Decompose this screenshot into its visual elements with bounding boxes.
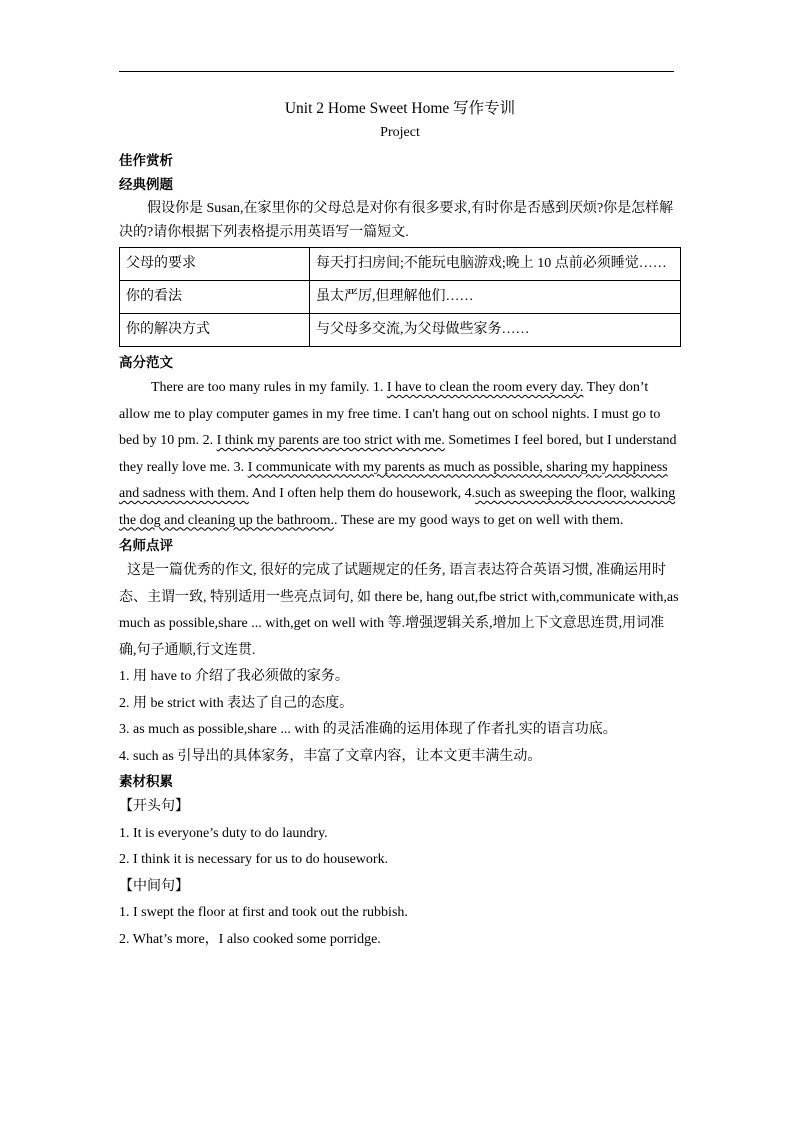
comment-point: 3. as much as possible,share ... with 的灵活准确的运用体现了作者扎实的语言功底。 <box>119 722 617 737</box>
table-cell-content: 与父母多交流,为父母做些家务…… <box>310 314 681 347</box>
table-cell-label: 你的解决方式 <box>120 314 310 347</box>
table-cell-label: 你的看法 <box>120 281 310 314</box>
header-rule <box>119 71 674 72</box>
essay-text: And I often help them do housework, 4. <box>248 486 476 501</box>
section-heading-appreciation: 佳作赏析 <box>119 153 173 169</box>
middle-sentence: 2. What’s more，I also cooked some porridge. <box>119 931 381 947</box>
essay-text: . These are my good ways to get on well with them. <box>334 512 624 528</box>
model-essay <box>119 375 681 534</box>
section-heading-teacher-comment: 名师点评 <box>119 538 173 554</box>
table-cell-label: 父母的要求 <box>120 248 310 281</box>
opening-sentences-label: 【开头句】 <box>119 799 189 814</box>
section-heading-model-essay: 高分范文 <box>119 355 173 371</box>
comment-point: 1. 用 have to 介绍了我必须做的家务。 <box>119 669 349 684</box>
essay-text: Sometimes I feel bored, but I understand they really love me. 3. <box>119 433 677 475</box>
writing-prompt: 假设你是 Susan,在家里你的父母总是对你有很多要求,有时你是否感到厌烦?你是怎样解决的?请你根据下列表格提示用英语写一篇短文. <box>119 201 674 240</box>
table-cell-content: 虽太严厉,但理解他们…… <box>310 281 681 314</box>
document-body <box>119 97 681 953</box>
table-cell-content: 每天打扫房间;不能玩电脑游戏;晚上 10 点前必须睡觉…… <box>310 248 681 281</box>
comment-point: 2. 用 be strict with 表达了自己的态度。 <box>119 695 354 711</box>
middle-sentence: 1. I swept the floor at first and took out the rubbish. <box>119 905 408 920</box>
requirements-table <box>119 247 681 347</box>
essay-highlight: I think my parents are too strict with me. <box>216 433 445 448</box>
page-title: Unit 2 Home Sweet Home 写作专训 <box>284 100 516 117</box>
comment-point: 4. such as 引导出的具体家务，丰富了文章内容，让本文更丰满生动。 <box>119 748 542 764</box>
table-row <box>120 314 681 347</box>
opening-sentence: 1. It is everyone’s duty to do laundry. <box>119 825 328 841</box>
middle-sentences-label: 【中间句】 <box>119 878 189 894</box>
table-row <box>120 248 681 281</box>
teacher-comment: 这是一篇优秀的作文, 很好的完成了试题规定的任务, 语言表达符合英语习惯, 准确运用时态、主谓一致, 特别适用一些亮点词句, 如 there be, hang out,fbe strict with,communicate with,as much as possible,share ... with,get on well with 等.增强逻辑关系,增加上下文意思连贯,用词准确,句子通顺,行文连贯. <box>119 563 679 658</box>
section-heading-example: 经典例题 <box>119 177 173 193</box>
essay-highlight: I communicate with my parents as much as possible, sharing my happiness and sadness with them. <box>119 459 668 501</box>
section-heading-materials: 素材积累 <box>119 774 173 790</box>
table-row <box>120 281 681 314</box>
essay-text: There are too many rules in my family. 1. <box>151 380 387 395</box>
essay-text: They don’t allow me to play computer games in my free time. I can't hang out on school nights. I must go to bed by 10 pm. 2. <box>119 380 661 448</box>
opening-sentence: 2. I think it is necessary for us to do housework. <box>119 852 389 867</box>
essay-highlight: such as sweeping the floor, walking the dog and cleaning up the bathroom. <box>119 486 676 528</box>
essay-highlight: I have to clean the room every day. <box>386 380 584 395</box>
page-subtitle: Project <box>380 125 420 140</box>
